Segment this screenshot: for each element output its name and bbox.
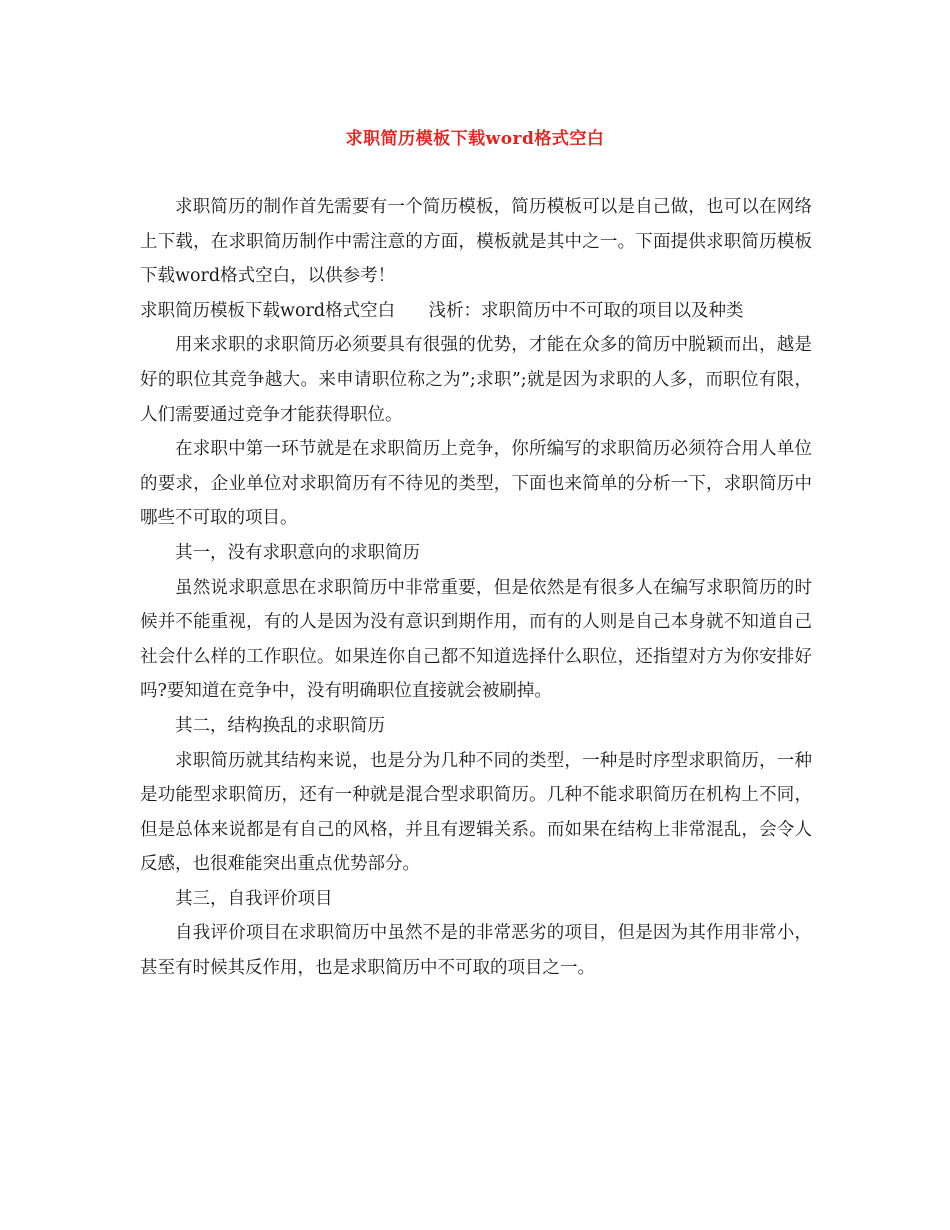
paragraph-competition: 用来求职的求职简历必须要具有很强的优势，才能在众多的简历中脱颖而出，越是好的职位其竞争越大。来申请职位称之为”;求职”;就是因为求职的人多，而职位有限，人们需要通过竞争才能获得职位。 [140,335,812,425]
paragraph-point-one: 虽然说求职意思在求职简历中非常重要，但是依然是有很多人在编写求职简历的时候并不能重视，有的人是因为没有意识到期作用，而有的人则是自己本身就不知道自己社会什么样的工作职位。如果连你自己都不知道选择什么职位，还指望对方为你安排好吗?要知道在竞争中，没有明确职位直接就会被刷掉。 [140,577,812,702]
document-title: 求职简历模板下载word格式空白 [345,129,605,149]
paragraph-intro: 求职简历的制作首先需要有一个简历模板，简历模板可以是自己做，也可以在网络上下载，在求职简历制作中需注意的方面，模板就是其中之一。下面提供求职简历模板下载word格式空白，以供参考！ [140,197,812,287]
heading-point-two: 其二，结构换乱的求职简历 [175,715,385,736]
paragraph-point-three: 自我评价项目在求职简历中虽然不是的非常恶劣的项目，但是因为其作用非常小，甚至有时候其反作用，也是求职简历中不可取的项目之一。 [140,923,812,979]
document-body [140,190,812,986]
heading-point-one: 其一，没有求职意向的求职简历 [175,542,420,563]
paragraph-subtitle-line: 求职简历模板下载word格式空白 浅析：求职简历中不可取的项目以及种类 [140,300,744,321]
paragraph-point-two: 求职简历就其结构来说，也是分为几种不同的类型，一种是时序型求职简历，一种是功能型求职简历，还有一种就是混合型求职简历。几种不能求职简历在机构上不同，但是总体来说都是有自己的风格，并且有逻辑关系。而如果在结构上非常混乱，会令人反感，也很难能突出重点优势部分。 [140,750,812,875]
heading-point-three: 其三，自我评价项目 [175,888,333,909]
paragraph-first-step: 在求职中第一环节就是在求职简历上竞争，你所编写的求职简历必须符合用人单位的要求，企业单位对求职简历有不待见的类型，下面也来简单的分析一下，求职简历中哪些不可取的项目。 [140,439,812,529]
